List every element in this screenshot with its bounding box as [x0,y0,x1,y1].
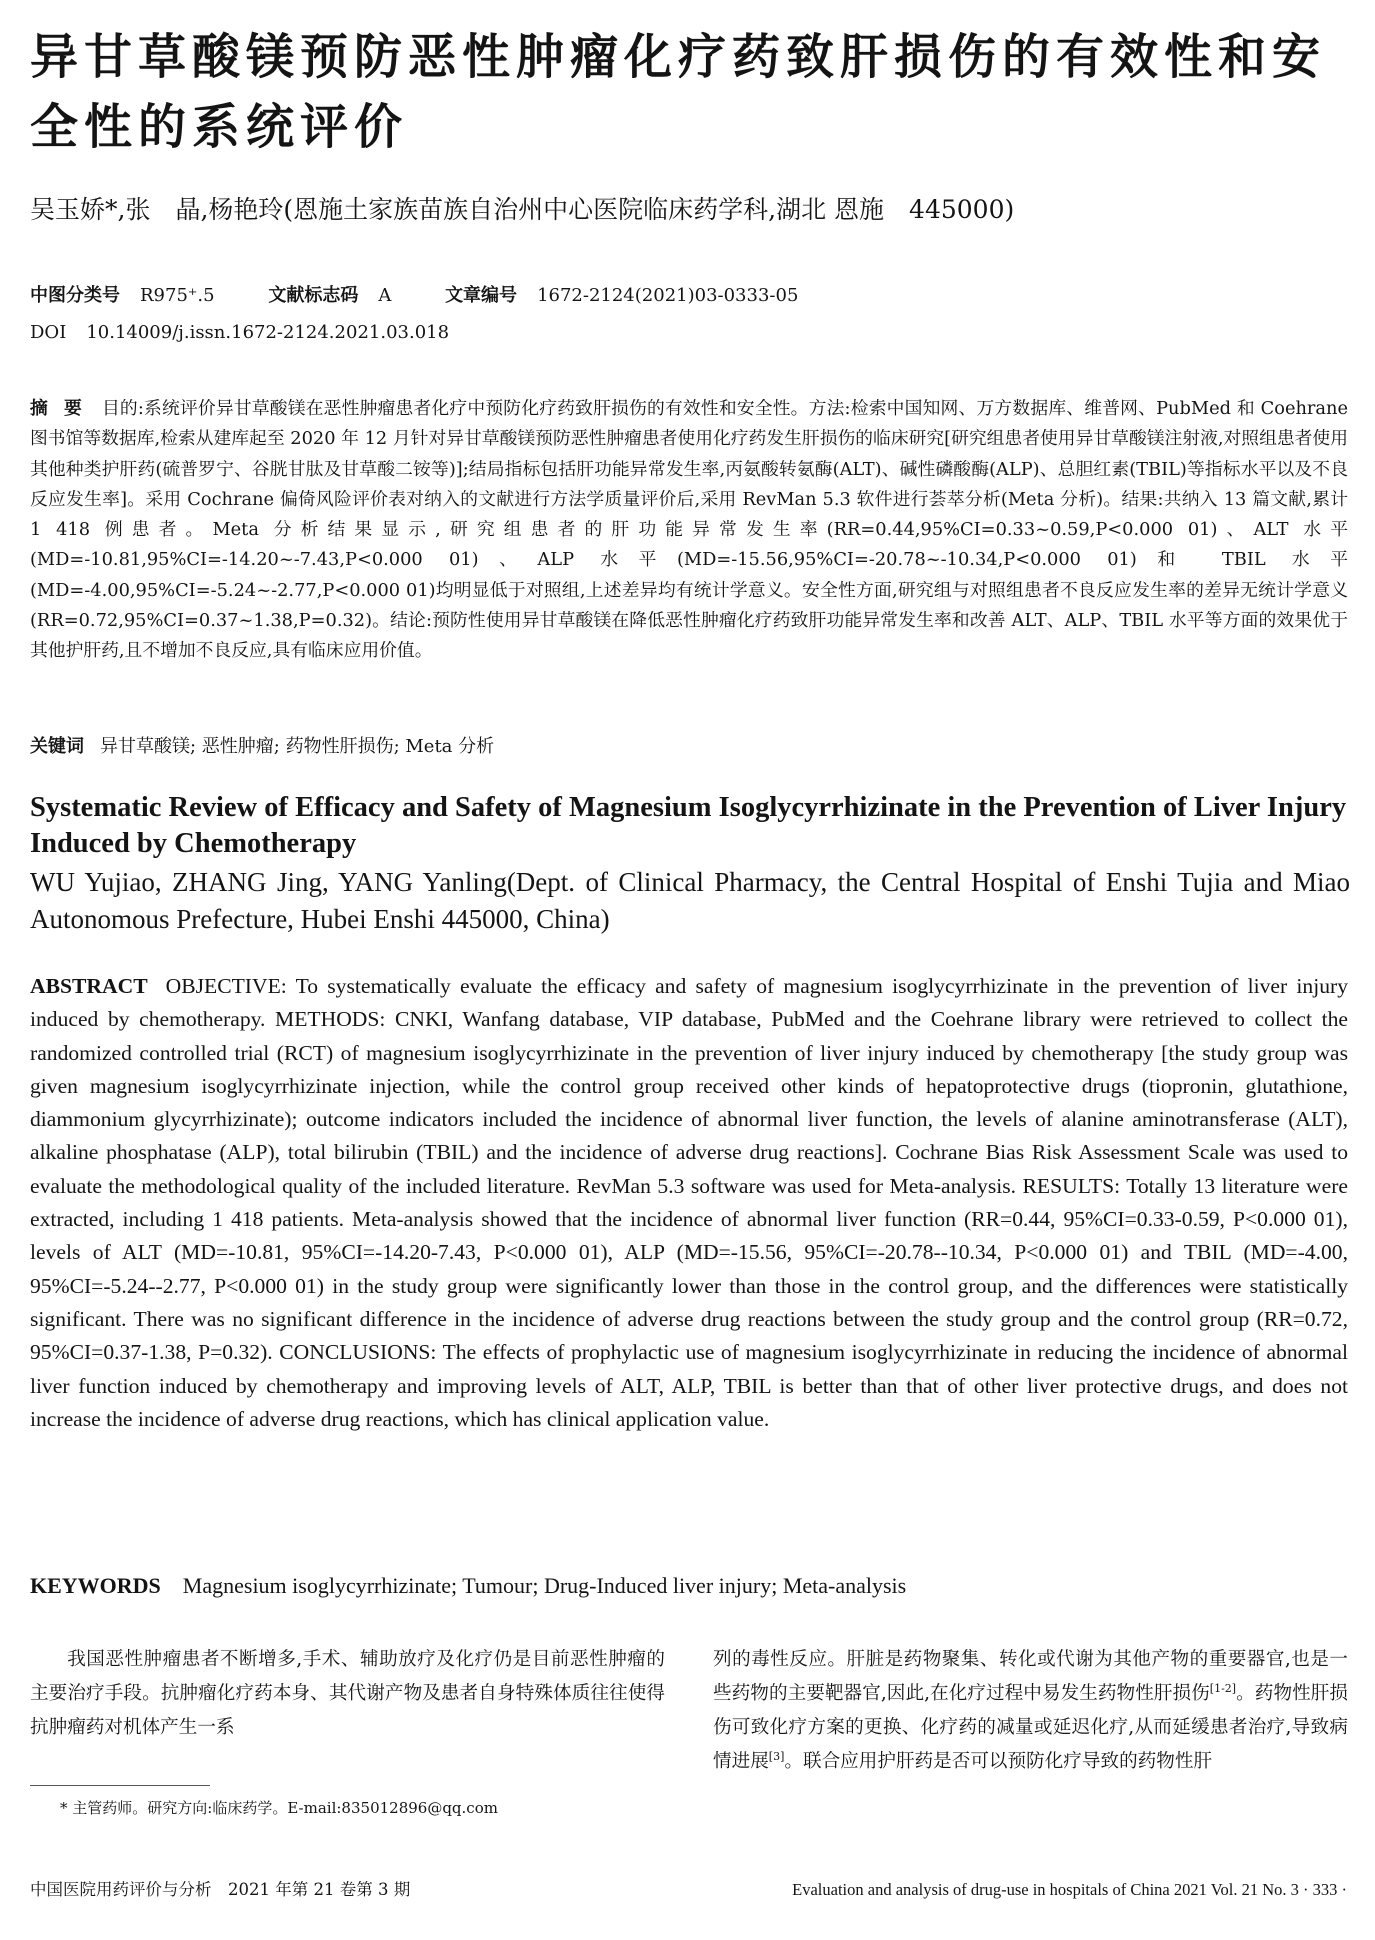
doc-code-label: 文献标志码 [268,285,359,306]
footer-journal-cn: 中国医院用药评价与分析 2021 年第 21 卷第 3 期 [30,1880,411,1899]
keywords-en [30,1570,1348,1602]
citation-ref-1[interactable]: [1-2] [1209,1681,1237,1695]
abstract-en [30,970,1348,1436]
classification-row [30,283,846,309]
doi-label: DOI [30,322,67,343]
article-no-value: 1672-2124(2021)03-0333-05 [537,285,799,306]
body-right-column [713,1643,1348,1779]
abstract-cn-label: 摘要 [30,398,98,419]
article-title-en: Systematic Review of Efficacy and Safety of Magnesium Isoglycyrrhizinate in the Prevention of Liver Injury Induced by Chemotherapy [30,792,1347,859]
body-right-text-1: 列的毒性反应。肝脏是药物聚集、转化或代谢为其他产物的重要器官,也是一些药物的主要靶器官,因此,在化疗过程中易发生药物性肝损伤 [713,1649,1348,1704]
body-right-text-3: 。联合应用护肝药是否可以预防化疗导致的药物性肝 [784,1751,1213,1772]
keywords-en-text: Magnesium isoglycyrrhizinate; Tumour; Drug-Induced liver injury; Meta-analysis [182,1573,907,1598]
authors-affiliation-cn: 吴玉娇*,张 晶,杨艳玲(恩施土家族苗族自治州中心医院临床药学科,湖北 恩施 445000) [30,195,1015,224]
abstract-en-text: OBJECTIVE: To systematically evaluate the efficacy and safety of magnesium isoglycyrrhizinate in the prevention of liver injury induced by chemotherapy. METHODS: CNKI, Wanfang database, VIP database, PubMed and the Coehrane library were retrieved to collect the randomized controlled trial (RCT) of magnesium isoglycyrrhizinate in the prevention of liver injury induced by chemotherapy [the study group was given magnesium isoglycyrrhizinate injection, while the control group received other kinds of hepatoprotective drugs (tiopronin, glutathione, diammonium glycyrrhizinate); outcome indicators included the incidence of abnormal liver function, the levels of alanine aminotransferase (ALT), alkaline phosphatase (ALP), total bilirubin (TBIL) and the incidence of adverse drug reactions]. Cochrane Bias Risk Assessment Scale was used to evaluate the methodological quality of the included literature. RevMan 5.3 software was used for Meta-analysis. RESULTS: Totally 13 literature were extracted, including 1 418 patients. Meta-analysis showed that the incidence of abnormal liver function (RR=0.44, 95%CI=0.33-0.59, P<0.000 01), levels of ALT (MD=-10.81, 95%CI=-14.20-7.43, P<0.000 01), ALP (MD=-15.56, 95%CI=-20.78--10.34, P<0.000 01) and TBIL (MD=-4.00, 95%CI=-5.24--2.77, P<0.000 01) in the study group were significantly lower than those in the control group, and the differences were statistically significant. There was no significant difference in the incidence of adverse drug reactions between the study group and the control group (RR=0.72, 95%CI=0.37-1.38, P=0.32). CONCLUSIONS: The effects of prophylactic use of magnesium isoglycyrrhizinate in reducing the incidence of abnormal liver function induced by chemotherapy and improving levels of ALT, ALP, TBIL is better than that of other liver protective drugs, and does not increase the incidence of adverse drug reactions, which has clinical application value. [30,974,1348,1431]
abstract-en-label: ABSTRACT [30,974,148,998]
doi-value[interactable]: 10.14009/j.issn.1672-2124.2021.03.018 [86,322,450,343]
footer-journal-en: Evaluation and analysis of drug-use in hospitals of China 2021 Vol. 21 No. 3 · 333 · [792,1880,1347,1899]
footnote-divider [30,1785,210,1786]
abstract-cn [30,394,1348,667]
doc-code-group [268,283,391,309]
article-title-cn: 异甘草酸镁预防恶性肿瘤化疗药致肝损伤的有效性和安全性的系统评价 [30,29,1327,155]
clc-value: R975⁺.5 [140,285,215,306]
citation-ref-2[interactable]: [3] [768,1749,785,1763]
article-no-label: 文章编号 [445,285,518,306]
keywords-cn-label: 关键词 [30,736,84,757]
keywords-cn-text: 异甘草酸镁; 恶性肿瘤; 药物性肝损伤; Meta 分析 [100,736,495,757]
article-no-group [445,283,798,309]
doc-code-value: A [378,285,392,306]
abstract-cn-text: 目的:系统评价异甘草酸镁在恶性肿瘤患者化疗中预防化疗药致肝损伤的有效性和安全性。方法:检索中国知网、万方数据库、维普网、PubMed 和 Coehrane 图书馆等数据库,检索从建库起至 2020 年 12 月针对异甘草酸镁预防恶性肿瘤患者使用化疗药发生肝损伤的临床研究[研究组患者使用异甘草酸镁注射液,对照组患者使用其他种类护肝药(硫普罗宁、谷胱甘肽及甘草酸二铵等)];结局指标包括肝功能异常发生率,丙氨酸转氨酶(ALT)、碱性磷酸酶(ALP)、总胆红素(TBIL)等指标水平以及不良反应发生率]。采用 Cochrane 偏倚风险评价表对纳入的文献进行方法学质量评价后,采用 RevMan 5.3 软件进行荟萃分析(Meta 分析)。结果:共纳入 13 篇文献,累计 1 418 例患者。Meta 分析结果显示,研究组患者的肝功能异常发生率(RR=0.44,95%CI=0.33~0.59,P<0.000 01)、ALT 水平(MD=-10.81,95%CI=-14.20~-7.43,P<0.000 01)、ALP 水平(MD=-15.56,95%CI=-20.78~-10.34,P<0.000 01)和 TBIL 水平(MD=-4.00,95%CI=-5.24~-2.77,P<0.000 01)均明显低于对照组,上述差异均有统计学意义。安全性方面,研究组与对照组患者不良反应发生率的差异无统计学意义(RR=0.72,95%CI=0.37~1.38,P=0.32)。结论:预防性使用异甘草酸镁在降低恶性肿瘤化疗药致肝功能异常发生率和改善 ALT、ALP、TBIL 水平等方面的效果优于其他护肝药,且不增加不良反应,具有临床应用价值。 [30,398,1348,662]
clc-label: 中图分类号 [30,285,120,306]
doi-row [30,320,449,346]
body-right-text-2: 。药物性肝损伤可致化疗方案的更换、化疗药的减量或延迟化疗,从而延缓患者治疗,导致病情进展 [713,1683,1348,1772]
author-footnote: * 主管药师。研究方向:临床药学。E-mail:835012896@qq.com [60,1799,498,1817]
clc-group [30,283,215,309]
keywords-cn [30,732,1348,762]
body-left-column: 我国恶性肿瘤患者不断增多,手术、辅助放疗及化疗仍是目前恶性肿瘤的主要治疗手段。抗肿瘤化疗药本身、其代谢产物及患者自身特殊体质往往使得抗肿瘤药对机体产生一系 [30,1649,665,1738]
authors-affiliation-en: WU Yujiao, ZHANG Jing, YANG Yanling(Dept. of Clinical Pharmacy, the Central Hospital of Enshi Tujia and Miao Autonomous Prefecture, Hubei Enshi 445000, China) [30,867,1350,934]
keywords-en-label: KEYWORDS [30,1573,161,1598]
